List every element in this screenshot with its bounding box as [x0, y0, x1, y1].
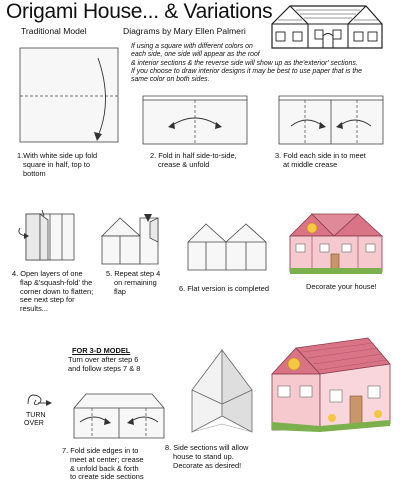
step-4-diagram [18, 208, 80, 264]
step-3-caption: 3. Fold each side in to meet at middle crease [275, 151, 366, 169]
intro-text [131, 43, 379, 84]
intro-line: same color on both sides. [131, 76, 210, 84]
intro-line: each side, one side will appear as the roof [131, 51, 260, 59]
intro-line: If using a square with different colors on [131, 43, 253, 50]
page-title: Origami House... & Variations [6, 0, 273, 23]
decorate-caption: Decorate your house! [306, 282, 377, 291]
step-1-caption: 1.With white side up fold square in half, top to bottom [17, 151, 98, 178]
three-d-instructions: FOR 3-D MODEL Turn over after step 6 and follow steps 7 & 8 [68, 346, 141, 373]
step-5-diagram [100, 212, 176, 268]
turn-over-label: TURN OVER [24, 412, 46, 427]
subtitle-traditional-model: Traditional Model [21, 26, 87, 36]
decorated-house-3d-illustration [270, 334, 394, 442]
decorated-house-flat-illustration [286, 210, 394, 280]
step-8-diagram [180, 346, 268, 438]
step-6-diagram [186, 220, 272, 276]
step-8-caption: 8. Side sections will allow house to stand up. Decorate as desired! [165, 443, 249, 470]
step-3-diagram [277, 96, 387, 148]
step-2-caption: 2. Fold in half side-to-side, crease & unfold [150, 151, 237, 169]
intro-line: If you choose to draw interior designs it may be best to use paper that is the [131, 67, 362, 75]
step-5-caption: 5. Repeat step 4 on remaining flap [106, 269, 161, 296]
step-7-caption: 7. Fold side edges in to meet at center; crease & unfold back & forth to create side sections [62, 446, 144, 482]
subtitle-credits: Diagrams by Mary Ellen Palmeri [123, 26, 246, 36]
step-6-caption: 6. Flat version is completed [179, 284, 269, 293]
step-4-caption: 4. Open layers of one flap &'squash-fold' the corner down to flatten; see next step for results... [12, 269, 94, 314]
turn-over-arrow-icon [24, 390, 54, 410]
step-2-diagram [141, 96, 253, 148]
step-1-diagram [18, 46, 122, 146]
step-7-diagram [72, 390, 168, 442]
three-d-heading: FOR 3-D MODEL [72, 346, 131, 355]
intro-line: & interior sections & the reverse side will show up as the'exterior' sections. [131, 59, 358, 67]
